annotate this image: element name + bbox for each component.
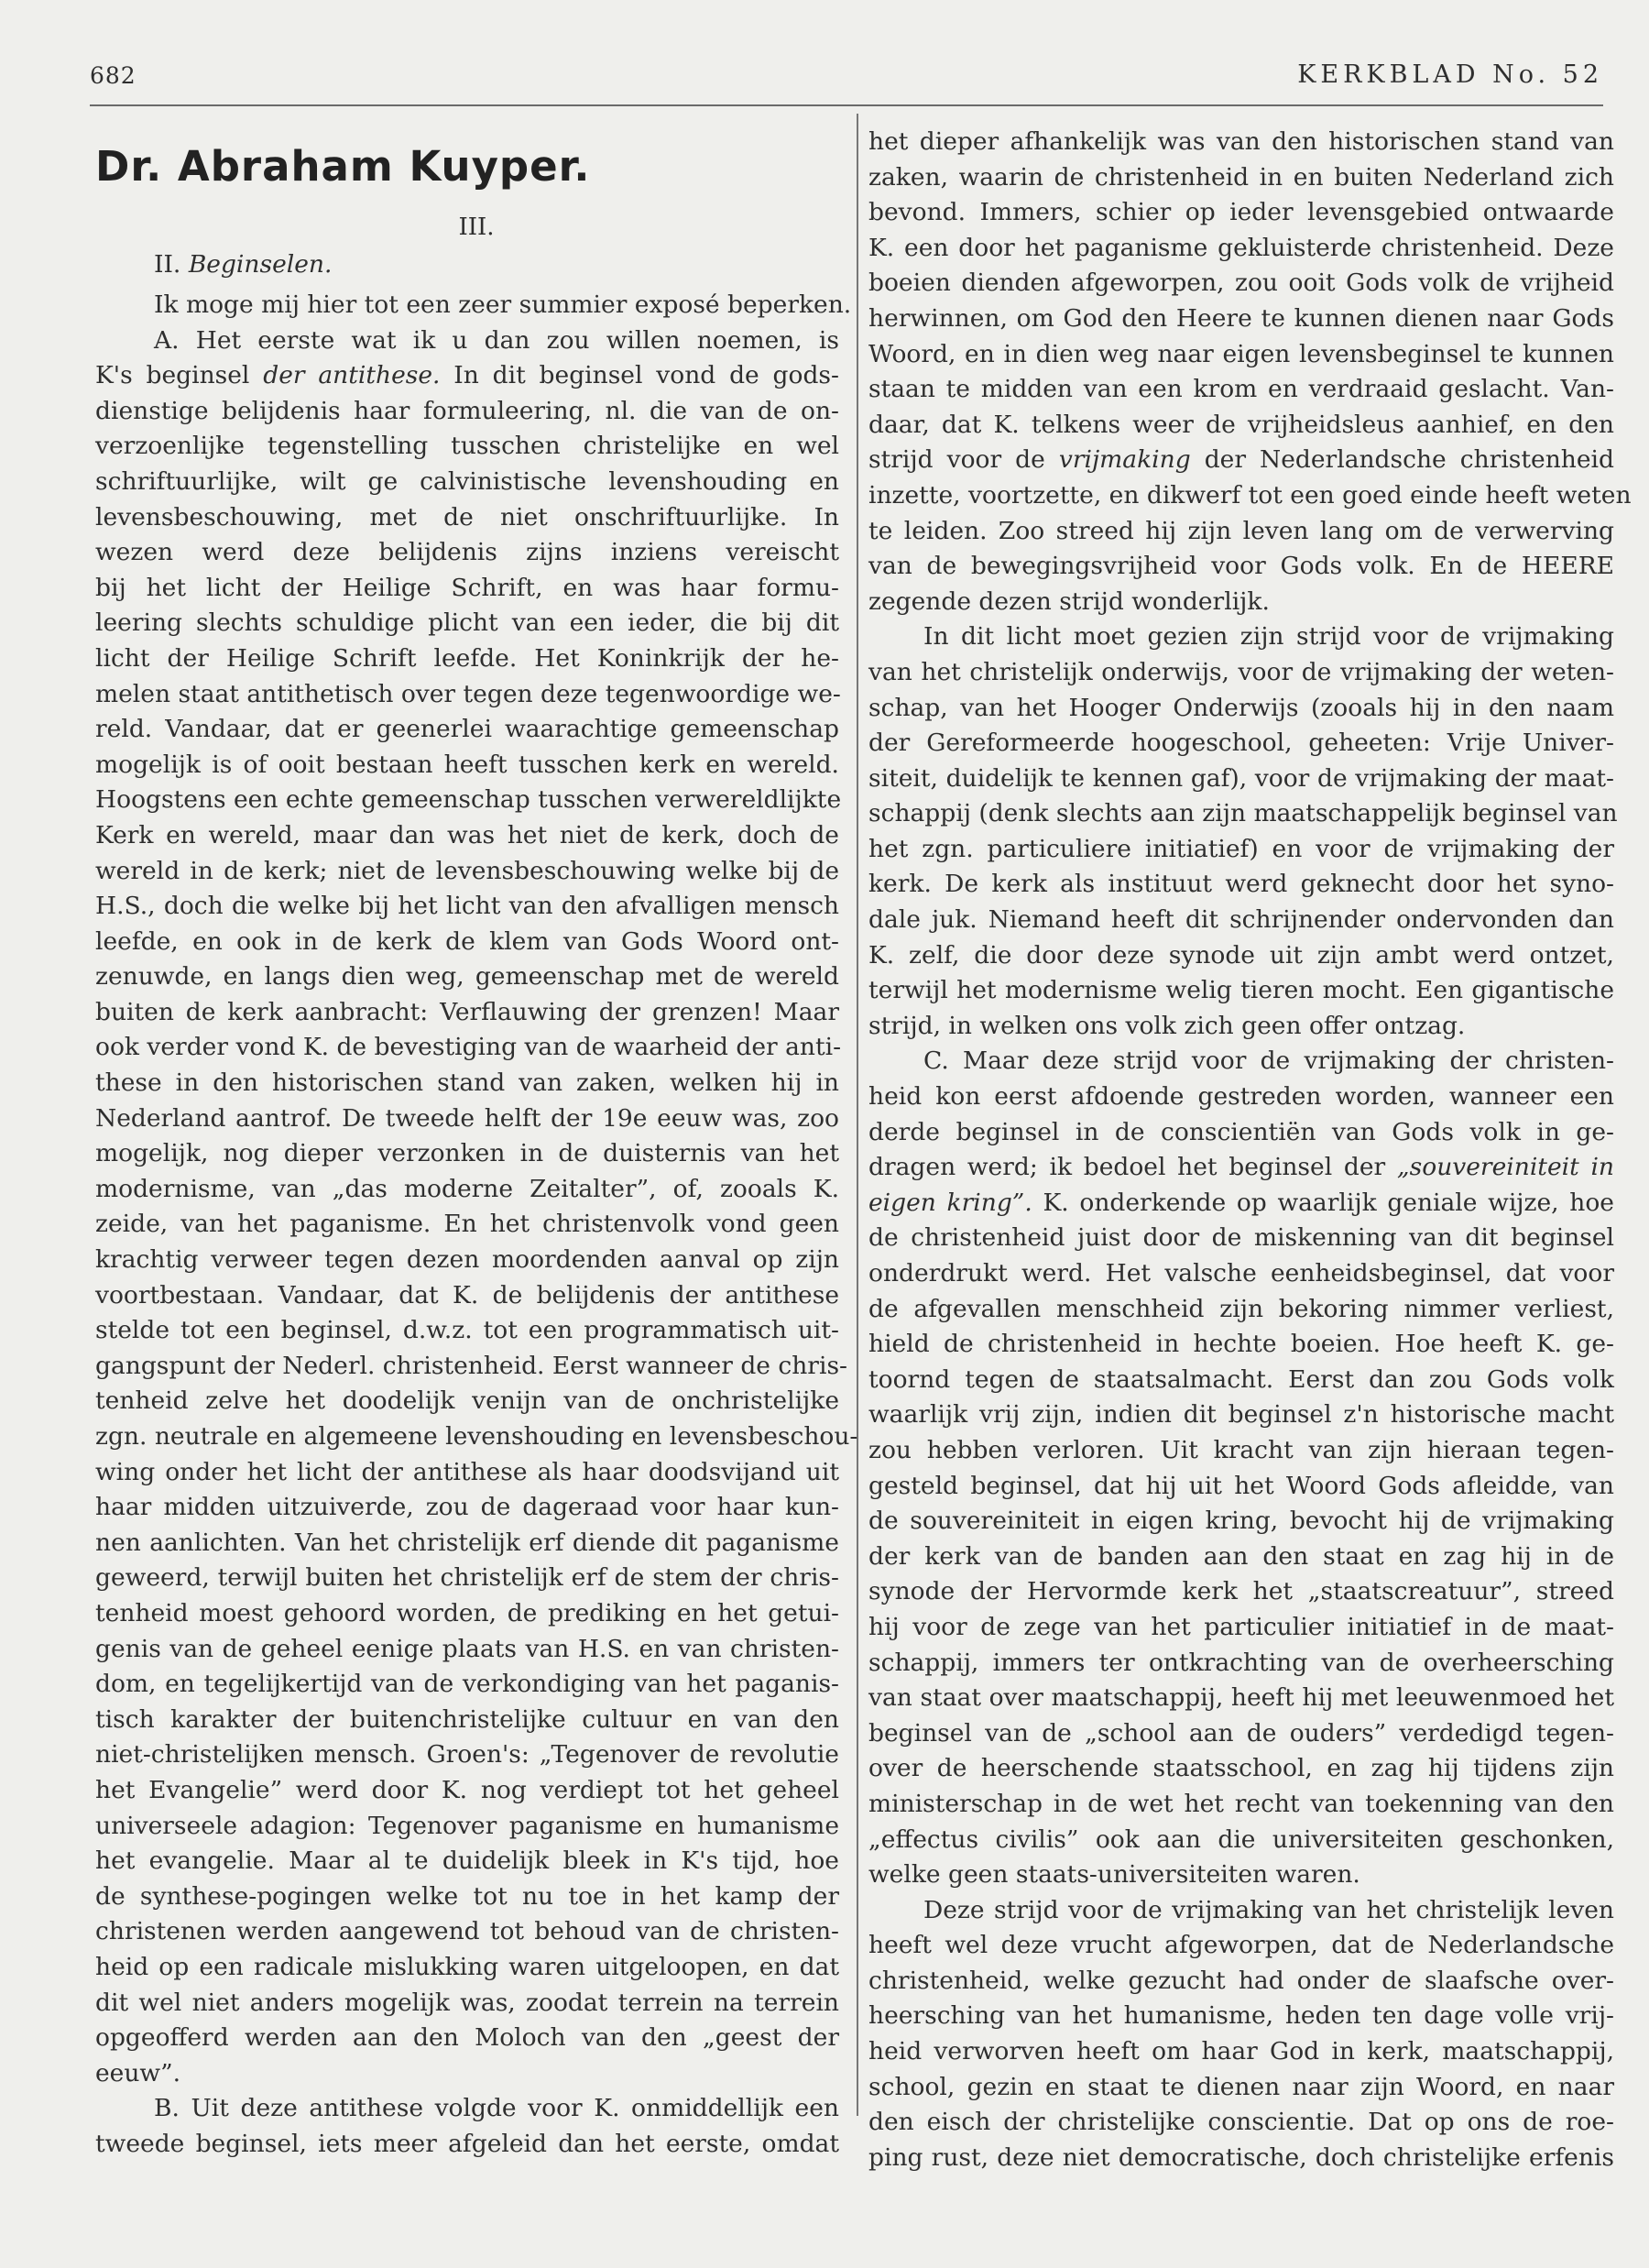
text-line: christenheid, welke gezucht had onder de slaafsche over- [868, 1966, 1614, 1995]
text-line: Woord, en in dien weg naar eigen levensbeginsel te kunnen [868, 339, 1614, 368]
text-line: strijd voor de vrijmaking der Nederlandsche christenheid [868, 445, 1614, 475]
running-head: KERKBLAD No. 52 [1297, 60, 1603, 89]
text-line: van de bewegingsvrijheid voor Gods volk. En de HEERE [868, 552, 1614, 581]
left-column [95, 128, 858, 2162]
text-line: dale juk. Niemand heeft dit schrijnender ondervonden dan [868, 905, 1614, 935]
text-line: toornd tegen de staatsalmacht. Eerst dan zou Gods volk [868, 1364, 1614, 1394]
text-line: hij voor de zege van het particulier initiatief in de maat- [868, 1612, 1614, 1641]
page-number: 682 [90, 62, 137, 89]
text-line: terwijl het modernisme welig tieren mocht. Een gigantische [868, 976, 1614, 1005]
article-title: Dr. Abraham Kuyper. [95, 142, 591, 191]
text-line: hield de christenheid in hechte boeien. Hoe heeft K. ge- [868, 1330, 1614, 1359]
text-line: dienstige belijdenis haar formuleering, nl. die van de on- [95, 396, 839, 425]
text-line: H.S., doch die welke bij het licht van den afvalligen mensch [95, 892, 839, 921]
text-line: wezen werd deze belijdenis zijns inziens vereischt [95, 538, 839, 567]
text-line: „effectus civilis” ook aan die universiteiten geschonken, [868, 1824, 1614, 1854]
text-line: waarlijk vrij zijn, indien dit beginsel z'n historische macht [868, 1400, 1614, 1430]
text-line: Deze strijd voor de vrijmaking van het christelijk leven [923, 1895, 1614, 1924]
text-line: schap, van het Hooger Onderwijs (zooals hij in den naam [868, 693, 1614, 722]
text-line: leering slechts schuldige plicht van een ieder, die bij dit [95, 608, 839, 638]
text-line: stelde tot een beginsel, d.w.z. tot een programmatisch uit- [95, 1316, 839, 1345]
text-line: wereld in de kerk; niet de levensbeschouwing welke bij de [95, 856, 839, 885]
right-column-body [868, 125, 1632, 2175]
section-number: II. [154, 250, 181, 279]
text-line: Nederland aantrof. De tweede helft der 19e eeuw was, zoo [95, 1103, 839, 1133]
text-line: onderdrukt werd. Het valsche eenheidsbeginsel, dat voor [868, 1259, 1614, 1287]
text-line: zaken, waarin de christenheid in en buiten Nederland zich [868, 162, 1614, 192]
text-line: opgeofferd werden aan den Moloch van den „geest der [95, 2023, 839, 2053]
text-line: melen staat antithetisch over tegen deze tegenwoordige we- [95, 679, 841, 708]
text-line: genis van de geheel eenige plaats van H.S. en van christen- [95, 1634, 839, 1663]
text-line: schappij (denk slechts aan zijn maatschappelijk beginsel van [868, 799, 1618, 828]
text-line: niet-christelijken mensch. Groen's: „Tegenover de revolutie [95, 1740, 839, 1769]
text-line: gesteld beginsel, dat hij uit het Woord Gods afleidde, van [868, 1471, 1614, 1500]
text-line: bij het licht der Heilige Schrift, en was haar formu- [95, 573, 839, 602]
text-line: de christenheid juist door de miskenning van dit beginsel [868, 1223, 1614, 1253]
text-line: zou hebben verloren. Uit kracht van zijn hieraan tegen- [868, 1435, 1614, 1464]
text-line: gangspunt der Nederl. christenheid. Eerst wanneer de chris- [95, 1351, 848, 1380]
text-line: van het christelijk onderwijs, voor de vrijmaking der weten- [868, 657, 1614, 686]
text-line: Ik moge mij hier tot een zeer summier exposé beperken. [154, 290, 852, 319]
text-line: staan te midden van een krom en verdraaid geslacht. Van- [868, 375, 1614, 404]
text-line: mogelijk, nog dieper verzonken in de duisternis van het [95, 1139, 839, 1168]
text-line: tenheid zelve het doodelijk venijn van de onchristelijke [95, 1386, 839, 1416]
text-line: leefde, en ook in de kerk de klem van Gods Woord ont- [95, 926, 839, 956]
text-line: strijd, in welken ons volk zich geen offer ontzag. [868, 1011, 1466, 1040]
text-line: verzoenlijke tegenstelling tusschen christelijke en wel [95, 432, 839, 461]
text-line: der Gereformeerde hoogeschool, geheeten: Vrije Univer- [868, 729, 1614, 758]
text-line: dom, en tegelijkertijd van de verkondiging van het paganis- [95, 1670, 839, 1699]
text-line: In dit licht moet gezien zijn strijd voor de vrijmaking [923, 622, 1614, 652]
text-line: geweerd, terwijl buiten het christelijk erf de stem der chris- [95, 1563, 839, 1593]
text-line: licht der Heilige Schrift leefde. Het Koninkrijk der he- [95, 643, 839, 673]
text-line: heersching van het humanisme, heden ten dage volle vrij- [868, 2001, 1614, 2031]
text-line: schriftuurlijke, wilt ge calvinistische levenshouding en [95, 466, 839, 496]
text-line: universeele adagion: Tegenover paganisme en humanisme [95, 1811, 839, 1840]
text-line: het evangelie. Maar al te duidelijk bleek in K's tijd, hoe [95, 1846, 839, 1876]
column-divider [857, 114, 858, 2116]
text-line: zenuwde, en langs dien weg, gemeenschap met de wereld [95, 962, 839, 992]
text-line: dit wel niet anders mogelijk was, zoodat terrein na terrein [95, 1988, 839, 2017]
text-line: eigen kring”. K. onderkende op waarlijk geniale wijze, hoe [868, 1188, 1614, 1217]
text-line: derde beginsel in de conscientiën van Gods volk in ge- [868, 1117, 1614, 1146]
text-line: inzette, voortzette, en dikwerf tot een goed einde heeft weten [868, 480, 1632, 509]
text-line: wing onder het licht der antithese als haar doodsvijand uit [95, 1457, 839, 1486]
text-line: heid op een radicale mislukking waren uitgeloopen, en dat [95, 1952, 839, 1981]
text-line: B. Uit deze antithese volgde voor K. onmiddellijk een [154, 2094, 839, 2123]
text-line: voortbestaan. Vandaar, dat K. de belijdenis der antithese [95, 1280, 839, 1309]
text-line: van staat over maatschappij, heeft hij met leeuwenmoed het [868, 1683, 1614, 1713]
text-line: de afgevallen menschheid zijn bekoring nimmer verliest, [868, 1294, 1614, 1323]
text-line: de synthese-pogingen welke tot nu toe in het kamp der [95, 1881, 839, 1911]
text-line: den eisch der christelijke conscientie. Dat op ons de roe- [868, 2108, 1614, 2137]
text-line: Hoogstens een echte gemeenschap tusschen verwereldlijkte [95, 785, 842, 815]
text-line: ping rust, deze niet democratische, doch christelijke erfenis [868, 2142, 1614, 2172]
text-line: herwinnen, om God den Heere te kunnen dienen naar Gods [868, 303, 1614, 333]
text-line: boeien dienden afgeworpen, zou ooit Gods volk de vrijheid [868, 268, 1614, 298]
text-line: ook verder vond K. de bevestiging van de waarheid der anti- [95, 1033, 842, 1062]
text-line: levensbeschouwing, met de niet onschriftuurlijke. In [95, 502, 839, 531]
text-line: der kerk van de banden aan den staat en zag hij in de [868, 1541, 1614, 1571]
text-line: heeft wel deze vrucht afgeworpen, dat de Nederlandsche [868, 1931, 1614, 1960]
right-column [868, 125, 1632, 2175]
text-line: buiten de kerk aanbracht: Verflauwing der grenzen! Maar [95, 997, 839, 1026]
text-line: te leiden. Zoo streed hij zijn leven lang om de verwerving [868, 516, 1614, 545]
text-line: synode der Hervormde kerk het „staatscreatuur”, streed [868, 1577, 1614, 1606]
text-line: school, gezin en staat te dienen naar zijn Woord, en naar [868, 2072, 1614, 2101]
text-line: tweede beginsel, iets meer afgeleid dan het eerste, omdat [95, 2129, 839, 2158]
text-line: nen aanlichten. Van het christelijk erf diende dit paganisme [95, 1528, 839, 1557]
text-line: bevond. Immers, schier op ieder levensgebied ontwaarde [868, 198, 1614, 227]
text-line: these in den historischen stand van zaken, welken hij in [95, 1068, 839, 1098]
text-line: zegende dezen strijd wonderlijk. [868, 586, 1270, 616]
text-line: heid kon eerst afdoende gestreden worden, wanneer een [868, 1082, 1614, 1112]
text-line: christenen werden aangewend tot behoud van de christen- [95, 1917, 839, 1946]
text-line: zgn. neutrale en algemeene levenshouding en levensbeschou- [95, 1422, 858, 1451]
text-line: ministerschap in de wet het recht van toekenning van den [868, 1789, 1614, 1818]
text-line: heid verworven heeft om haar God in kerk, maatschappij, [868, 2037, 1614, 2066]
text-line: kerk. De kerk als instituut werd geknecht door het syno- [868, 870, 1614, 899]
text-line: tisch karakter der buitenchristelijke cultuur en van den [95, 1704, 839, 1734]
text-line: tenheid moest gehoord worden, de prediking en het getui- [95, 1598, 839, 1627]
text-line: Kerk en wereld, maar dan was het niet de kerk, doch de [95, 820, 839, 849]
text-line: A. Het eerste wat ik u dan zou willen noemen, is [154, 325, 839, 355]
text-line: eeuw”. [95, 2058, 181, 2087]
text-line: welke geen staats-universiteiten waren. [868, 1860, 1360, 1890]
text-line: K. zelf, die door deze synode uit zijn ambt werd ontzet, [868, 940, 1614, 970]
text-line: het zgn. particuliere initiatief) en voor de vrijmaking der [868, 834, 1614, 863]
part-number: III. [458, 214, 495, 241]
text-line: krachtig verweer tegen dezen moordenden aanval op zijn [95, 1245, 839, 1275]
text-line: dragen werd; ik bedoel het beginsel der „souvereiniteit in [868, 1153, 1615, 1182]
text-line: het Evangelie” werd door K. nog verdiept tot het geheel [95, 1775, 839, 1804]
text-line: het dieper afhankelijk was van den historischen stand van [868, 127, 1614, 156]
text-line: C. Maar deze strijd voor de vrijmaking der christen- [923, 1046, 1614, 1076]
header-rule [90, 104, 1603, 106]
text-line: K. een door het paganisme gekluisterde christenheid. Deze [868, 233, 1614, 262]
section-heading [95, 247, 839, 282]
text-line: beginsel van de „school aan de ouders” verdedigd tegen- [868, 1718, 1614, 1748]
page-header [90, 57, 1603, 97]
text-line: K's beginsel der antithese. In dit beginsel vond de gods- [95, 361, 839, 390]
text-line: mogelijk is of ooit bestaan heeft tusschen kerk en wereld. [95, 750, 839, 779]
left-column-body [95, 288, 858, 2162]
text-line: schappij, immers ter ontkrachting van de overheersching [868, 1648, 1614, 1677]
text-line: daar, dat K. telkens weer de vrijheidsleus aanhief, en den [868, 410, 1614, 439]
text-line: zeide, van het paganisme. En het christenvolk vond geen [95, 1210, 839, 1239]
text-line: haar midden uitzuiverde, zou de dageraad voor haar kun- [95, 1493, 839, 1522]
text-line: siteit, duidelijk te kennen gaf), voor de vrijmaking der maat- [868, 763, 1614, 793]
text-line: over de heerschende staatsschool, en zag hij tijdens zijn [868, 1754, 1614, 1783]
text-line: de souvereiniteit in eigen kring, bevocht hij de vrijmaking [868, 1507, 1614, 1536]
text-line: modernisme, van „das moderne Zeitalter”, of, zooals K. [95, 1174, 839, 1203]
text-line: reld. Vandaar, dat er geenerlei waarachtige gemeenschap [95, 715, 839, 744]
section-title: Beginselen. [188, 250, 333, 279]
